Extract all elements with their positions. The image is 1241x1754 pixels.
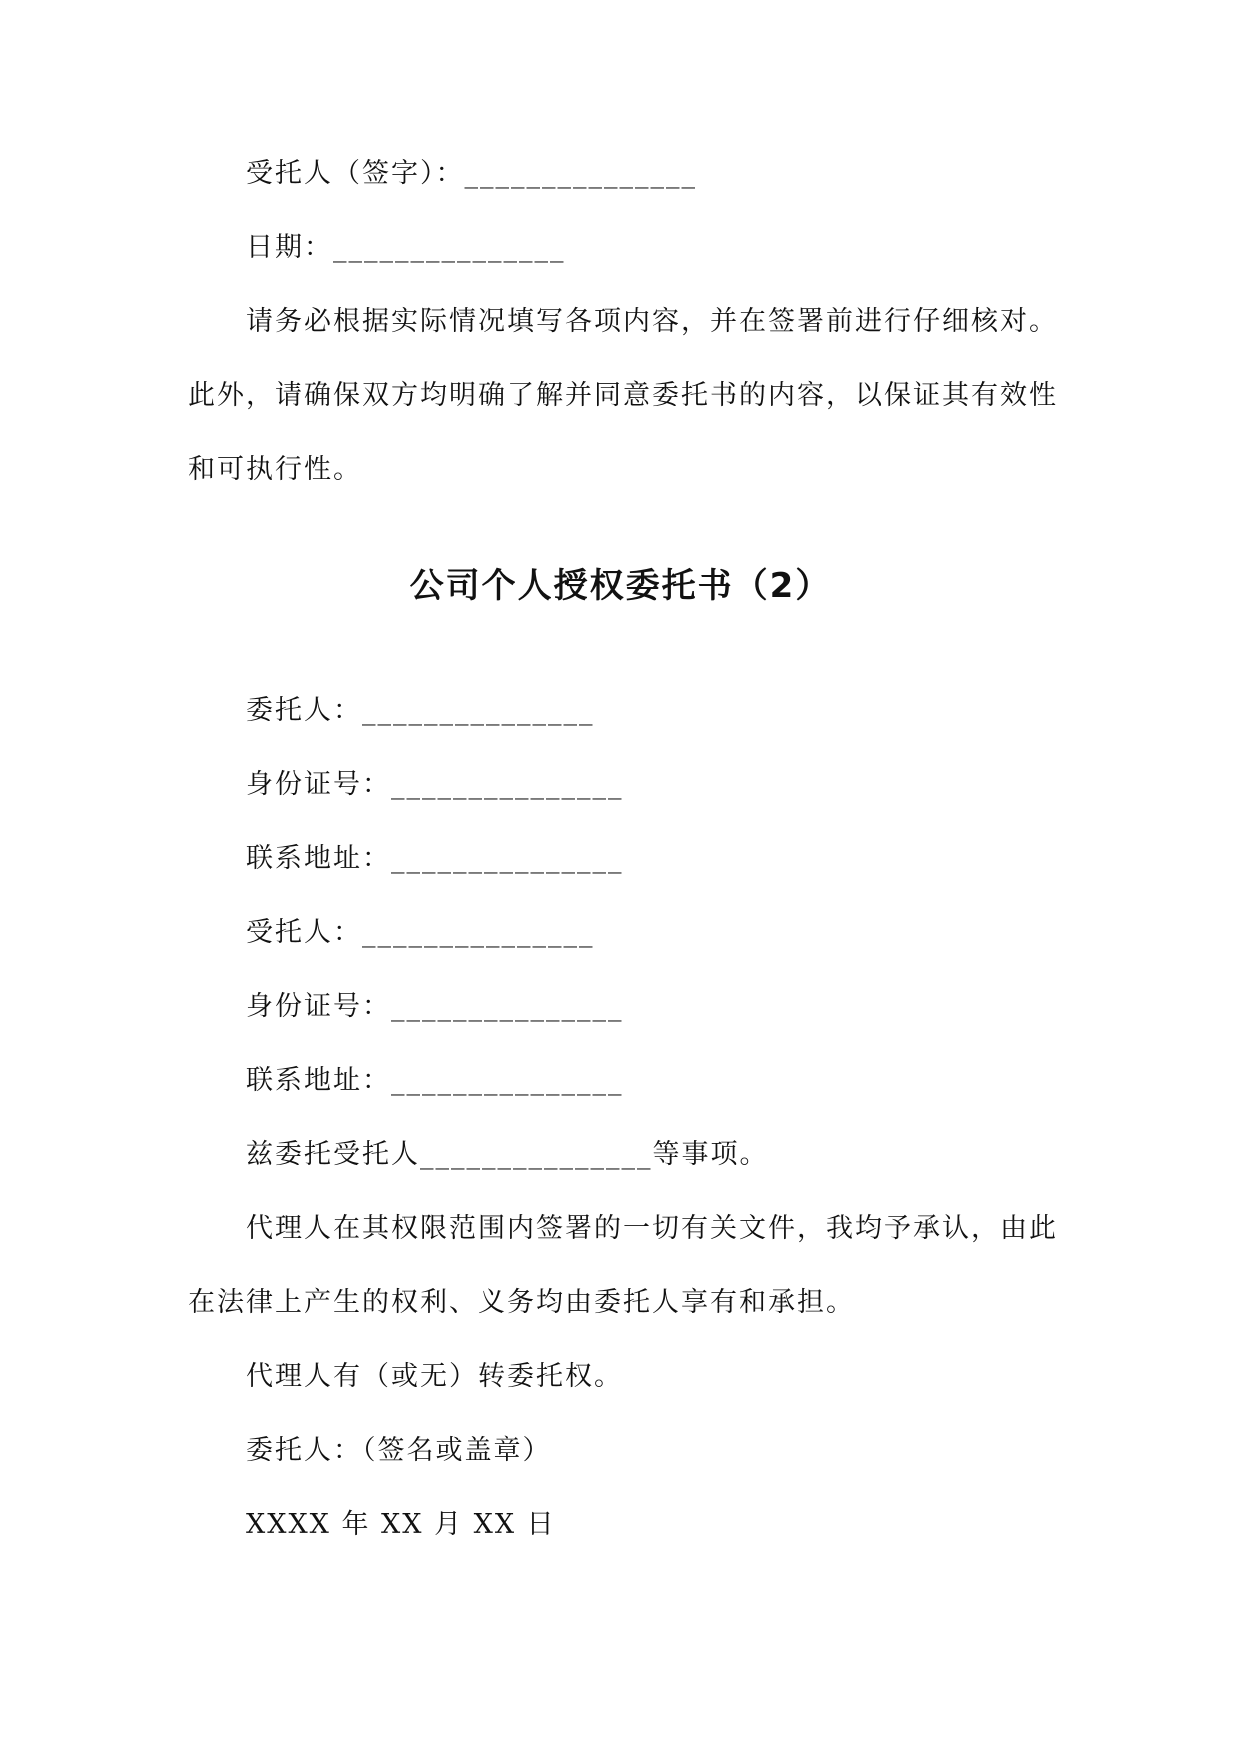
agent-id-field: 身份证号：_______________ bbox=[246, 991, 624, 1022]
notice-line-1: 请务必根据实际情况填写各项内容，并在签署前进行仔细核对。 bbox=[246, 306, 1058, 337]
agent-address-field: 联系地址：_______________ bbox=[246, 1065, 624, 1096]
notice-line-2: 此外，请确保双方均明确了解并同意委托书的内容，以保证其有效性 bbox=[188, 380, 1058, 411]
principal-signature-line: 委托人：（签名或盖章） bbox=[246, 1435, 552, 1466]
date-line: 日期：_______________ bbox=[246, 232, 566, 263]
authority-clause-line-1: 代理人在其权限范围内签署的一切有关文件，我均予承认，由此 bbox=[246, 1213, 1058, 1244]
principal-field: 委托人：_______________ bbox=[246, 695, 595, 726]
authority-clause-line-2: 在法律上产生的权利、义务均由委托人享有和承担。 bbox=[188, 1287, 855, 1318]
document-title: 公司个人授权委托书（2） bbox=[409, 566, 832, 606]
notice-line-3: 和可执行性。 bbox=[188, 454, 362, 485]
signature-date-line: XXXX 年 XX 月 XX 日 bbox=[246, 1509, 556, 1540]
agent-field: 受托人：_______________ bbox=[246, 917, 595, 948]
sub-delegation-clause: 代理人有（或无）转委托权。 bbox=[246, 1361, 623, 1392]
agent-signature-line: 受托人（签字）：_______________ bbox=[246, 158, 697, 189]
principal-id-field: 身份证号：_______________ bbox=[246, 769, 624, 800]
principal-address-field: 联系地址：_______________ bbox=[246, 843, 624, 874]
entrust-clause: 兹委托受托人_______________等事项。 bbox=[246, 1139, 769, 1170]
